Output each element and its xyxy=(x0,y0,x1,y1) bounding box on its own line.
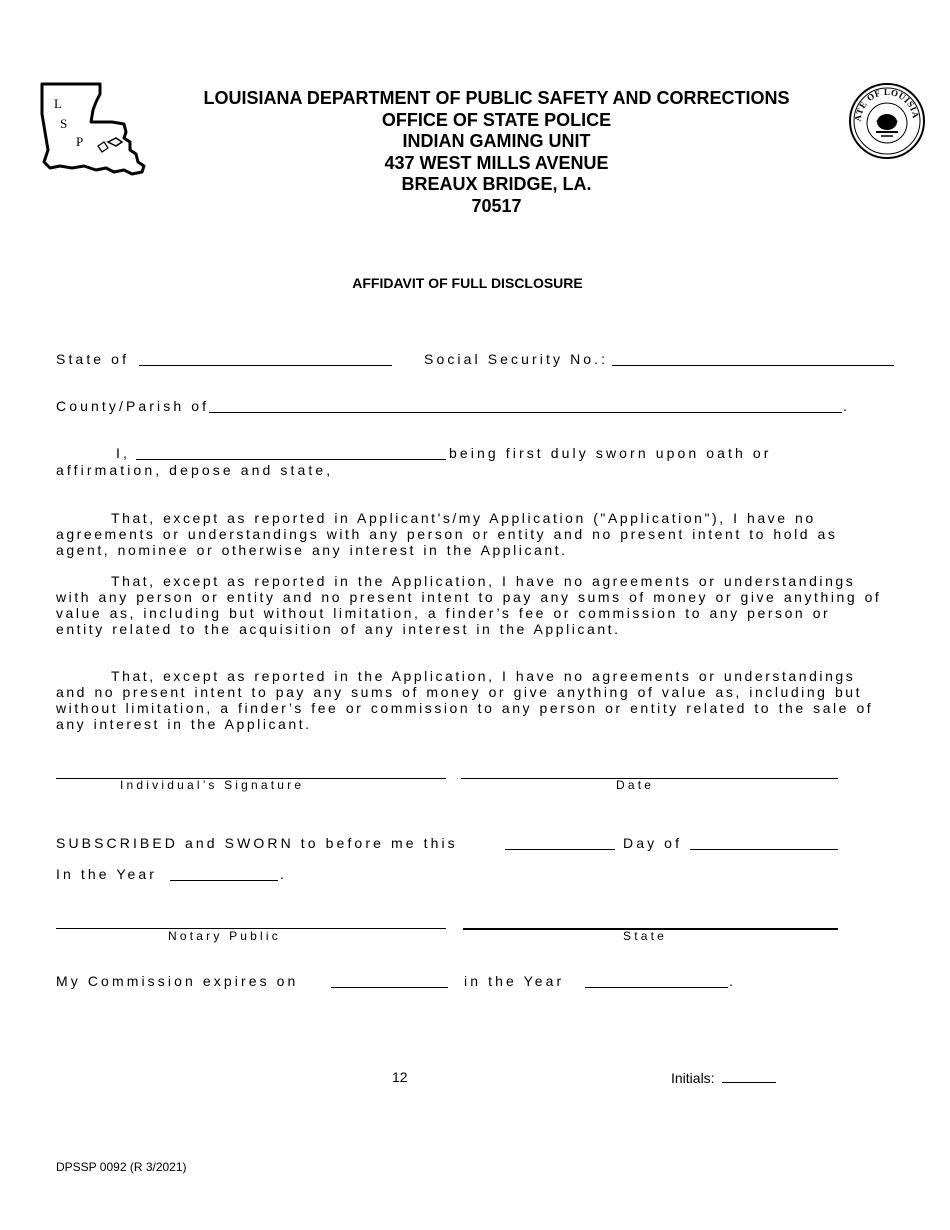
state-of-field[interactable] xyxy=(139,365,392,366)
month-field[interactable] xyxy=(690,849,838,850)
initials-field[interactable] xyxy=(722,1082,776,1083)
commission-period: . xyxy=(729,973,733,989)
county-period: . xyxy=(843,398,847,414)
county-field[interactable] xyxy=(209,412,842,413)
commission-year-label: in the Year xyxy=(464,973,565,989)
ssn-field[interactable] xyxy=(612,365,894,366)
signature-label: Individual’s Signature xyxy=(120,778,305,792)
header-line-6: 70517 xyxy=(471,195,522,216)
sworn-text: being first duly sworn upon oath or xyxy=(449,445,772,461)
commission-date-field[interactable] xyxy=(331,987,448,988)
day-field[interactable] xyxy=(505,849,615,850)
header-line-3: INDIAN GAMING UNIT xyxy=(402,131,591,151)
ssn-label: Social Security No.: xyxy=(424,351,609,367)
notary-label: Notary Public xyxy=(168,929,281,943)
logo-letter-s: S xyxy=(60,116,68,131)
header-line-1: LOUISIANA DEPARTMENT OF PUBLIC SAFETY AND CORRECTIONS xyxy=(203,88,790,108)
state-of-label: State of xyxy=(56,351,130,367)
paragraph-3 xyxy=(56,668,886,732)
paragraph-2-text: That, except as reported in the Application, I have no agreements or understandings with any person or entity and no present intent to pay any sums of money or give anything of value as, including but without limitation, a finder’s fee or commission to any person or entity related to the acquisition of any interest in the Applicant. xyxy=(56,573,882,637)
notary-state-label: State xyxy=(623,929,668,943)
initials-label: Initials: xyxy=(671,1070,715,1086)
affirmation-text: affirmation, depose and state, xyxy=(56,462,334,478)
lsp-logo xyxy=(38,80,148,178)
paragraph-1-text: That, except as reported in Applicant's/my Application ("Application"), I have no agreements or understandings with any person or entity and no present intent to hold as agent, nominee or otherwise any interest in the Applicant. xyxy=(56,510,838,558)
year-period: . xyxy=(280,866,284,882)
paragraph-1 xyxy=(56,510,886,558)
affiant-name-field[interactable] xyxy=(136,459,446,460)
county-label: County/Parish of xyxy=(56,398,210,414)
in-the-year-label: In the Year xyxy=(56,866,158,882)
commission-label: My Commission expires on xyxy=(56,973,299,989)
header-line-4: 437 WEST MILLS AVENUE xyxy=(384,152,609,173)
louisiana-map-icon xyxy=(38,80,148,178)
page-number: 12 xyxy=(392,1069,408,1085)
subscribed-text: SUBSCRIBED and SWORN to before me this xyxy=(56,835,458,851)
logo-letter-p: P xyxy=(76,134,84,149)
paragraph-2 xyxy=(56,573,886,637)
paragraph-3-text: That, except as reported in the Application, I have no agreements or understandings and no present intent to pay any sums of money or give anything of value as, including but without limitation, a finder’s fee or commission to any person or entity related to the sale of any interest in the Applicant. xyxy=(56,668,874,732)
header-line-5: BREAUX BRIDGE, LA. xyxy=(401,174,592,194)
agency-header xyxy=(150,88,843,217)
logo-letter-l: L xyxy=(54,96,62,111)
header-line-2: OFFICE OF STATE POLICE xyxy=(381,109,612,130)
state-seal xyxy=(848,82,926,160)
date-label: Date xyxy=(616,778,655,792)
day-of-label: Day of xyxy=(623,835,683,851)
form-id: DPSSP 0092 (R 3/2021) xyxy=(56,1160,187,1174)
year-field[interactable] xyxy=(170,880,278,881)
louisiana-seal-icon xyxy=(848,82,926,160)
i-label: I, xyxy=(116,445,130,461)
svg-text:STATE OF LOUISIANA: ATE OF LOUISIA xyxy=(852,86,921,122)
form-title: AFFIDAVIT OF FULL DISCLOSURE xyxy=(352,275,583,291)
commission-year-field[interactable] xyxy=(585,987,728,988)
